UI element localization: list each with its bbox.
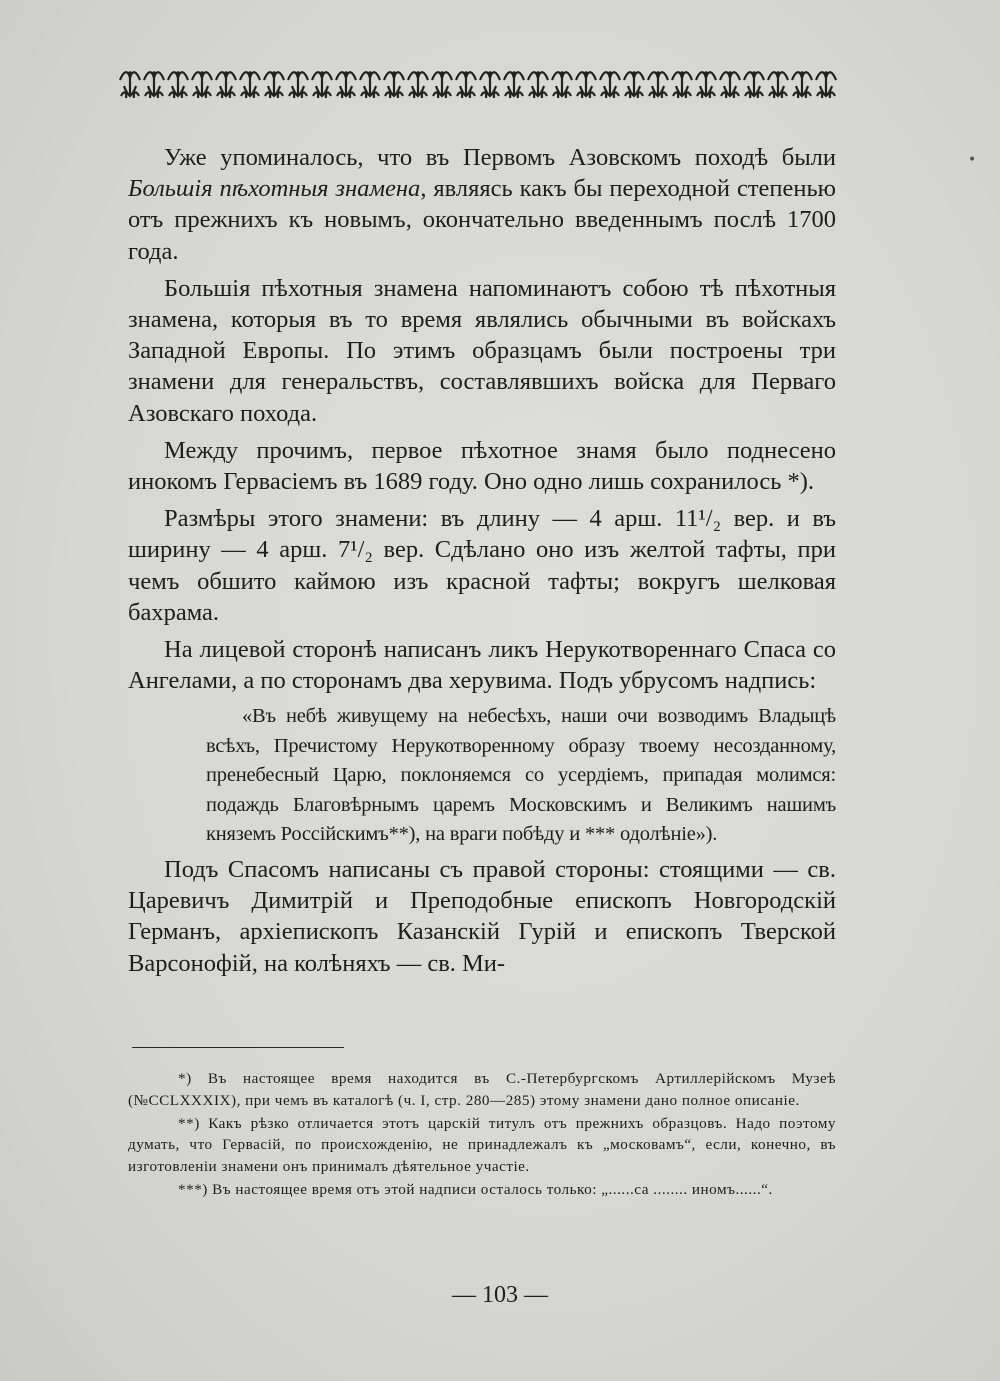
ornament-motif [768, 71, 788, 98]
emphasized-term: Большія пѣхотныя знамена [128, 175, 421, 203]
footnote-separator [132, 1047, 344, 1048]
footnotes [128, 1068, 836, 1202]
ornament-motif [504, 71, 524, 98]
ornament-motif [264, 71, 284, 98]
ornament-motif [672, 71, 692, 98]
paragraph-6: Подъ Спасомъ написаны съ правой стороны: стоящими — св. Царевичъ Димитрій и Преподобные епископъ Новгородскій Германъ, архіепископъ Казанскій Гурій и епископъ Тверской Варсонофій, на колѣняхъ — св. Ми- [128, 855, 836, 977]
ornament-motif [360, 71, 380, 98]
ornament-motif [528, 71, 548, 98]
inscription-text: «Въ небѣ живущему на небесѣхъ, наши очи возводимъ Владыцѣ всѣхъ, Пречистому Нерукотворенному образу твоему несозданному, пренебесный Царю, поклоняемся со усердіемъ, припадая молимся: подаждь Благовѣрнымъ царемъ Московскимъ и Великимъ нашимъ княземъ Россійскимъ**), на враги побѣду и *** одолѣніе»). [206, 705, 836, 846]
ornament-motif [432, 71, 452, 98]
ornament-motif [336, 71, 356, 98]
main-text [128, 142, 836, 979]
paragraph-3: Между прочимъ, первое пѣхотное знамя было поднесено инокомъ Гервасіемъ въ 1689 году. Оно одно лишь сохранилось *). [128, 436, 836, 496]
ornament-motif [192, 71, 212, 98]
ornament-motif [384, 71, 404, 98]
ornament-motif [120, 71, 140, 98]
paragraph-1 [128, 142, 836, 267]
ornamental-header-border [118, 66, 838, 102]
paragraph-5: На лицевой сторонѣ написанъ ликъ Нерукотвореннаго Спаса со Ангелами, а по сторонамъ два херувима. Подъ убрусомъ надпись: [128, 636, 836, 695]
ornament-motif [696, 71, 716, 98]
paragraph-1-start: Уже упоминалось, что въ Первомъ Азовскомъ походѣ были [164, 144, 836, 171]
ornament-motif [240, 71, 260, 98]
ornament-motif [624, 71, 644, 98]
ornament-motif [720, 71, 740, 98]
ornament-motif [552, 71, 572, 98]
footnote-3: ***) Въ настоящее время отъ этой надписи осталось только: „......са ........ иномъ......“. [178, 1180, 773, 1198]
ornament-motif [456, 71, 476, 98]
ornament-motif [168, 71, 188, 98]
footnote-2: **) Какъ рѣзко отличается этотъ царскій титулъ отъ прежнихъ образцовъ. Надо поэтому думать, что Гервасій, по происхожденію, не принадлежалъ къ „московамъ“, если, конечно, въ изготовленіи знамени онъ принималъ дѣятельное участіе. [128, 1114, 836, 1176]
ornament-motif [576, 71, 596, 98]
ornament-motif [816, 71, 836, 98]
ornament-motif [600, 71, 620, 98]
ornament-motif [744, 71, 764, 98]
margin-mark: • [968, 152, 977, 168]
footnote-1: *) Въ настоящее время находится въ С.-Петербургскомъ Артиллерійскомъ Музеѣ (№CCLXXXIX), при чемъ въ каталогѣ (ч. I, стр. 280—285) этому знамени дано полное описаніе. [128, 1070, 836, 1109]
paragraph-1-end: , являясь какъ бы переходной степенью отъ прежнихъ къ новымъ, окончательно введеннымъ послѣ 1700 года. [128, 175, 836, 265]
ornament-motif [480, 71, 500, 98]
ornament-motif [408, 71, 428, 98]
ornament-motif [144, 71, 164, 98]
ornament-motif [312, 71, 332, 98]
inscription-quote [206, 702, 836, 850]
page-number: — 103 — [452, 1282, 548, 1308]
paragraph-4: Размѣры этого знамени: въ длину — 4 арш. 11¹/₂ вер. и въ ширину — 4 арш. 7¹/₂ вер. Сдѣлано оно изъ желтой тафты, при чемъ обшито каймою изъ красной тафты; вокругъ шелковая бахрама. [128, 505, 836, 626]
paragraph-2: Большія пѣхотныя знамена напоминаютъ собою тѣ пѣхотныя знамена, которыя въ то время являлись обычными въ войскахъ Западной Европы. По этимъ образцамъ были построены три знамени для генеральствъ, составлявшихъ войска для Перваго Азовскаго похода. [128, 274, 836, 427]
ornament-motif [792, 71, 812, 98]
ornament-motif [288, 71, 308, 98]
ornament-motif [648, 71, 668, 98]
ornament-motif [216, 71, 236, 98]
